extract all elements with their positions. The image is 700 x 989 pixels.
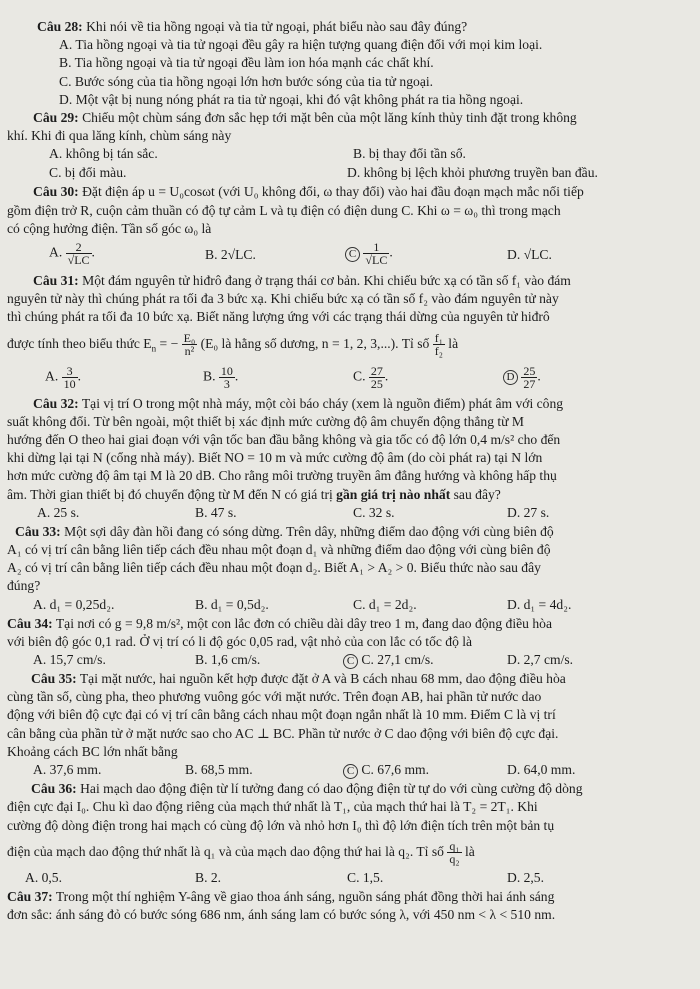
question-text-cont: A₁ có vị trí cân bằng liên tiếp cách đều nhau một đoạn d₁ và những điểm dao động với cùng biên độ xyxy=(7,542,551,558)
question-text-cont: gồm điện trở R, cuộn cảm thuần có độ tự cảm L và tụ điện có điện dung C. Khi ω = ω₀ thì trong mạch xyxy=(7,202,561,218)
question-text: Tại vị trí O trong một nhà máy, một còi báo cháy (xem là nguồn điểm) phát âm với công xyxy=(81,395,564,411)
question-text: Chiếu một chùm sáng đơn sắc hẹp tới mặt bên của một lăng kính thủy tinh đặt trong không xyxy=(82,110,577,126)
option-a[interactable]: A. d₁ = 0,25d₂. xyxy=(33,596,115,612)
question-text-cont: suất không đổi. Từ bên ngoài, một thiết bị xác định mức cường độ âm chuyển động thẳng từ M xyxy=(7,413,525,429)
option-a[interactable]: A. $\frac{2}{√LC}$ . xyxy=(49,240,95,268)
question-text-cont: khí. Khi đi qua lăng kính, chùm sáng này xyxy=(7,128,232,144)
option-c[interactable]: C. Bước sóng của tia hồng ngoại lớn hơn bước sóng của tia tử ngoại. xyxy=(59,73,434,89)
option-c[interactable]: C. 1,5. xyxy=(347,869,384,885)
question-label: Câu 34: xyxy=(7,615,53,631)
question-label: Câu 31: xyxy=(33,273,79,289)
question-34 xyxy=(7,615,690,670)
option-d[interactable]: D. không bị lệch khỏi phương truyền ban đầu. xyxy=(347,165,598,181)
question-text-cont: nguyên tử này thì chúng phát ra tối đa 3 bức xạ. Khi chiếu bức xạ có tần số f₂ vào đám nguyên tử này xyxy=(7,291,559,307)
option-d[interactable]: D. 2,7 cm/s. xyxy=(507,652,574,668)
option-d[interactable]: D. 64,0 mm. xyxy=(507,762,576,778)
question-text-cont: thì chúng phát ra tối đa 10 bức xạ. Biết năng lượng ứng với các trạng thái dừng của nguyên tử hiđrô xyxy=(7,309,550,325)
question-text-cont: khi dừng lại tại N (cổng nhà máy). Biết NO = 10 m và mức cường độ âm (do còi phát ra) tại N lớn xyxy=(7,450,543,466)
question-text: Hai mạch dao động điện từ lí tưởng đang có dao động điện từ tự do với cùng cường độ dòng xyxy=(80,781,583,797)
question-text-cont: Khoảng cách BC lớn nhất bằng xyxy=(7,743,178,759)
option-b[interactable]: B. 1,6 cm/s. xyxy=(195,652,261,668)
question-text-cont: cùng tần số, cùng pha, theo phương vuông góc với mặt nước. Trên đoạn AB, hai phần tử nước dao xyxy=(7,689,542,705)
question-label: Câu 32: xyxy=(33,395,79,411)
option-d[interactable]: D. 27 s. xyxy=(507,504,550,520)
option-b[interactable]: B. 2√LC. xyxy=(205,247,256,263)
question-31 xyxy=(7,272,690,395)
option-a[interactable]: A. Tia hồng ngoại và tia tử ngoại đều gây ra hiện tượng quang điện đối với mọi kim loại. xyxy=(59,37,543,53)
question-text: Một đám nguyên tử hiđrô đang ở trạng thái cơ bản. Khi chiếu bức xạ có tần số f₁ vào đám xyxy=(82,273,571,289)
energy-formula-line: được tính theo biểu thức $E_n$ = − $\frac{\text{E₀}}{\text{n²}}$ (E₀ là hằng số dương, n = 1, 2, 3,...). Tỉ số $\frac{\text{f₁}}{\text{f₂}}$ là xyxy=(7,331,459,359)
option-a[interactable]: A. 37,6 mm. xyxy=(33,762,102,778)
question-text-cont: cường độ dòng điện trong hai mạch có cùng độ lớn và nhỏ hơn I₀ thì độ lớn điện tích trên một bản tụ xyxy=(7,817,555,833)
question-text-cont: đúng? xyxy=(7,578,41,594)
option-a[interactable]: A. $\frac{3}{10}$ . xyxy=(45,363,82,391)
question-text-cont: cân bằng của phần tử ở mặt nước sao cho AC ⊥ BC. Phần tử nước ở C dao động với biên độ cực đại. xyxy=(7,725,559,741)
question-label: Câu 35: xyxy=(31,671,77,687)
question-text-cont: đơn sắc: ánh sáng đỏ có bước sóng 686 nm, ánh sáng lam có bước sóng λ, với 450 nm < λ < 510 nm. xyxy=(7,906,556,922)
option-d[interactable]: D. √LC. xyxy=(507,247,552,263)
question-text-cont: động với biên độ cực đại có vị trí cân bằng cách nhau một đoạn ngắn nhất là 10 mm. Điểm C là vị trí xyxy=(7,707,556,723)
option-a[interactable]: A. 0,5. xyxy=(25,869,63,885)
question-text: Khi nói về tia hồng ngoại và tia tử ngoại, phát biểu nào sau đây đúng? xyxy=(86,19,468,34)
question-28 xyxy=(7,18,690,109)
question-text-cont: A₂ có vị trí cân bằng liên tiếp cách đều nhau một đoạn d₂. Biết A₁ > A₂ > 0. Biểu thức nào sau đây xyxy=(7,560,541,576)
question-33 xyxy=(7,523,690,615)
selected-circle-icon: C xyxy=(343,764,358,779)
question-label: Câu 29: xyxy=(33,110,79,126)
option-b[interactable]: B. 68,5 mm. xyxy=(185,762,253,778)
question-29 xyxy=(7,109,690,183)
option-c[interactable]: C C. 67,6 mm. xyxy=(343,761,429,779)
question-label: Câu 37: xyxy=(7,888,53,904)
option-c[interactable]: C $\frac{1}{√LC}$ . xyxy=(345,241,393,266)
question-text-cont: hướng đến O theo hai giai đoạn với vận tốc ban đầu bằng không và gia tốc có độ lớn 0,4 m/s² cho đến xyxy=(7,432,561,448)
question-text-cont: điện cực đại I₀. Chu kì dao động riêng của mạch thứ nhất là T₁, của mạch thứ hai là T₂ = 2T₁. Khi xyxy=(7,799,538,815)
option-a[interactable]: A. 25 s. xyxy=(37,504,80,520)
question-text-cont: với biên độ góc 0,1 rad. Ở vị trí có li độ góc 0,05 rad, vật nhỏ của con lắc có tốc độ là xyxy=(7,633,473,649)
question-30 xyxy=(7,183,690,268)
question-label: Câu 28: xyxy=(37,19,83,34)
question-37 xyxy=(7,888,690,924)
question-label: Câu 36: xyxy=(31,781,77,797)
option-d[interactable]: D. d₁ = 4d₂. xyxy=(507,596,572,612)
selected-circle-icon: C xyxy=(345,247,360,262)
option-b[interactable]: B. Tia hồng ngoại và tia tử ngoại đều làm ion hóa mạnh các chất khí. xyxy=(59,55,434,71)
option-d[interactable]: D. Một vật bị nung nóng phát ra tia tử ngoại, khi đó vật không phát ra tia hồng ngoại. xyxy=(59,91,524,107)
question-text-cont: điện của mạch dao động thứ nhất là q₁ và của mạch dao động thứ hai là q₂. Tỉ số $\frac{\text{q₁}}{\text{q₂}}$ là xyxy=(7,839,475,867)
question-text-cont: hơn mức cường độ âm tại M là 20 dB. Cho rằng môi trường truyền âm đẳng hướng và không hấp thụ xyxy=(7,468,557,484)
selected-circle-icon: C xyxy=(343,654,358,669)
option-c[interactable]: C. bị đổi màu. xyxy=(49,165,127,181)
option-a[interactable]: A. 15,7 cm/s. xyxy=(33,652,106,668)
question-36 xyxy=(7,780,690,888)
option-c[interactable]: C. $\frac{27}{25}$ . xyxy=(353,363,389,391)
selected-circle-icon: D xyxy=(503,370,518,385)
option-d[interactable]: D $\frac{25}{27}$ . xyxy=(503,365,541,390)
question-text: Tại mặt nước, hai nguồn kết hợp được đặt ở A và B cách nhau 68 mm, dao động điều hòa xyxy=(79,671,566,687)
question-text-cont: âm. Thời gian thiết bị đó chuyển động từ M đến N có giá trị gần giá trị nào nhất sau đây? xyxy=(7,486,501,502)
question-32 xyxy=(7,395,690,523)
option-b[interactable]: B. d₁ = 0,5d₂. xyxy=(195,596,269,612)
question-text: Một sợi dây đàn hồi đang có sóng dừng. Trên dây, những điểm dao động với cùng biên độ xyxy=(64,523,554,539)
question-text: Đặt điện áp u = U₀cosωt (với U₀ không đổi, ω thay đổi) vào hai đầu đoạn mạch mắc nối tiếp xyxy=(82,184,584,200)
question-35 xyxy=(7,670,690,780)
option-c[interactable]: C. d₁ = 2d₂. xyxy=(353,596,417,612)
option-d[interactable]: D. 2,5. xyxy=(507,869,545,885)
option-b[interactable]: B. $\frac{10}{3}$ . xyxy=(203,363,239,391)
option-b[interactable]: B. bị thay đổi tần số. xyxy=(353,146,466,162)
option-c[interactable]: C. 32 s. xyxy=(353,504,395,520)
option-c[interactable]: C C. 27,1 cm/s. xyxy=(343,651,434,669)
question-label: Câu 30: xyxy=(33,184,79,200)
question-text-cont: có cộng hưởng điện. Tần số góc ω₀ là xyxy=(7,220,212,236)
option-a[interactable]: A. không bị tán sắc. xyxy=(49,146,158,162)
question-text: Tại nơi có g = 9,8 m/s², một con lắc đơn có chiều dài dây treo 1 m, đang dao động điều hòa xyxy=(55,615,552,631)
question-label: Câu 33: xyxy=(15,523,61,539)
question-text: Trong một thí nghiệm Y-âng về giao thoa ánh sáng, nguồn sáng phát đồng thời hai ánh sáng xyxy=(55,888,555,904)
option-b[interactable]: B. 47 s. xyxy=(195,504,237,520)
option-b[interactable]: B. 2. xyxy=(195,869,222,885)
